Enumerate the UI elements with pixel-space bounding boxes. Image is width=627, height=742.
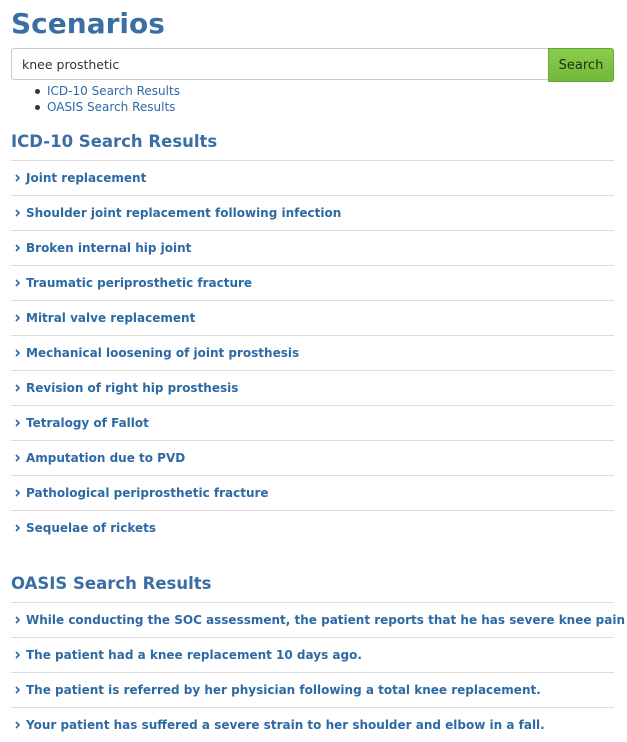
chevron-right-icon — [15, 243, 20, 253]
icd10-result-link[interactable]: Pathological periprosthetic fracture — [26, 486, 269, 500]
search-button[interactable]: Search — [548, 48, 614, 82]
icd10-result-link[interactable]: Sequelae of rickets — [26, 521, 157, 535]
icd10-result-item — [11, 230, 614, 265]
icd10-result-link[interactable]: Broken internal hip joint — [26, 241, 192, 255]
bullet-icon — [35, 89, 40, 94]
icd10-result-item — [11, 160, 614, 195]
icd10-result-item — [11, 335, 614, 370]
icd10-result-item — [11, 405, 614, 440]
jump-link-item-icd10 — [33, 83, 180, 99]
chevron-right-icon — [15, 348, 20, 358]
chevron-right-icon — [15, 313, 20, 323]
search-input[interactable] — [11, 48, 548, 80]
jump-link-item-oasis — [33, 99, 180, 115]
icd10-result-link[interactable]: Tetralogy of Fallot — [26, 416, 149, 430]
search-bar — [11, 48, 614, 82]
chevron-right-icon — [15, 650, 20, 660]
chevron-right-icon — [15, 685, 20, 695]
icd10-result-link[interactable]: Amputation due to PVD — [26, 451, 186, 465]
chevron-right-icon — [15, 615, 20, 625]
icd10-result-item — [11, 475, 614, 510]
icd10-result-link[interactable]: Mechanical loosening of joint prosthesis — [26, 346, 300, 360]
icd10-result-item — [11, 370, 614, 405]
chevron-right-icon — [15, 720, 20, 730]
jump-links — [33, 83, 180, 115]
icd10-result-item — [11, 300, 614, 335]
jump-link-icd10[interactable]: ICD-10 Search Results — [47, 84, 180, 98]
oasis-result-item — [11, 602, 626, 637]
page-title: Scenarios — [11, 7, 165, 40]
chevron-right-icon — [15, 418, 20, 428]
icd10-result-item — [11, 195, 614, 230]
icd10-result-item — [11, 510, 614, 545]
chevron-right-icon — [15, 453, 20, 463]
icd10-result-item — [11, 440, 614, 475]
chevron-right-icon — [15, 208, 20, 218]
icd10-result-item — [11, 265, 614, 300]
chevron-right-icon — [15, 488, 20, 498]
oasis-result-item — [11, 672, 614, 707]
chevron-right-icon — [15, 173, 20, 183]
icd10-result-link[interactable]: Shoulder joint replacement following infection — [26, 206, 342, 220]
oasis-result-item — [11, 637, 614, 672]
oasis-result-item — [11, 707, 614, 742]
icd10-result-link[interactable]: Mitral valve replacement — [26, 311, 196, 325]
chevron-right-icon — [15, 278, 20, 288]
oasis-result-link[interactable]: The patient is referred by her physician following a total knee replacement. — [26, 683, 541, 697]
oasis-section-heading: OASIS Search Results — [11, 574, 212, 593]
icd10-section-heading: ICD-10 Search Results — [11, 132, 218, 151]
jump-link-oasis[interactable]: OASIS Search Results — [47, 100, 176, 114]
oasis-result-link[interactable]: Your patient has suffered a severe strain to her shoulder and elbow in a fall. — [26, 718, 545, 732]
icd10-result-list — [11, 160, 614, 545]
chevron-right-icon — [15, 383, 20, 393]
bullet-icon — [35, 105, 40, 110]
oasis-result-link[interactable]: While conducting the SOC assessment, the patient reports that he has severe knee pain — [26, 613, 626, 627]
icd10-result-link[interactable]: Traumatic periprosthetic fracture — [26, 276, 253, 290]
chevron-right-icon — [15, 523, 20, 533]
icd10-result-link[interactable]: Joint replacement — [26, 171, 147, 185]
oasis-result-link[interactable]: The patient had a knee replacement 10 days ago. — [26, 648, 362, 662]
icd10-result-link[interactable]: Revision of right hip prosthesis — [26, 381, 239, 395]
oasis-result-list — [11, 602, 626, 742]
